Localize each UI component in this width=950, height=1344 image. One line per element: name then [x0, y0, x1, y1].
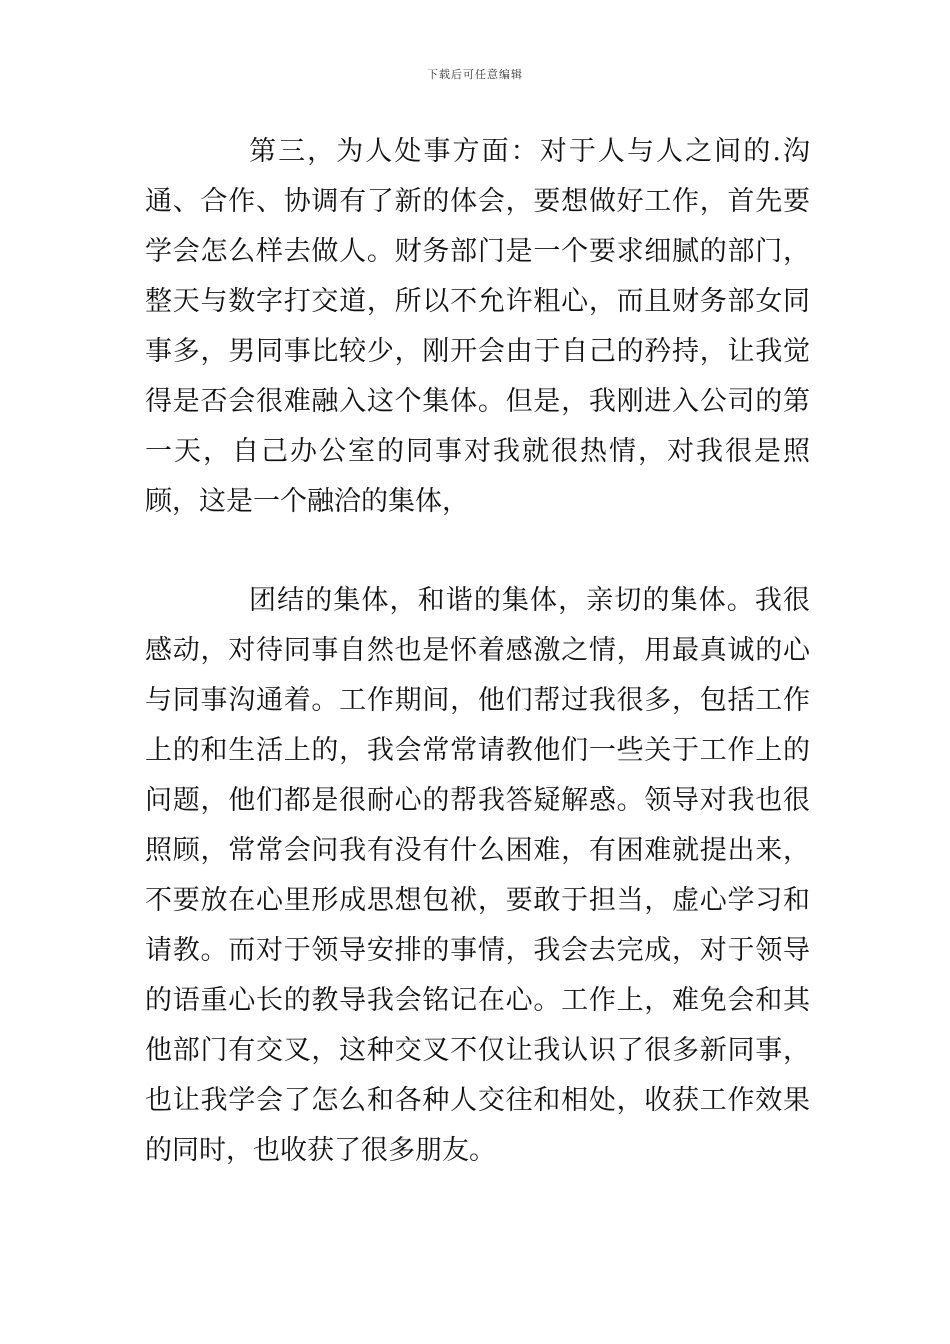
paragraph-2: 团结的集体，和谐的集体，亲切的集体。我很感动，对待同事自然也是怀着感激之情，用最真诚的心与同事沟通着。工作期间，他们帮过我很多，包括工作上的和生活上的，我会常常请教他们一些关于工作上的问题，他们都是很耐心的帮我答疑解惑。领导对我也很照顾，常常会问我有没有什么困难，有困难就提出来，不要放在心里形成思想包袱，要敢于担当，虚心学习和请教。而对于领导安排的事情，我会去完成，对于领导的语重心长的教导我会铭记在心。工作上，难免会和其他部门有交叉，这种交叉不仅让我认识了很多新同事，也让我学会了怎么和各种人交往和相处，收获工作效果的同时，也收获了很多朋友。	[145, 585, 810, 1166]
paragraph-1: 第三，为人处事方面：对于人与人之间的.沟通、合作、协调有了新的体会，要想做好工作，首先要学会怎么样去做人。财务部门是一个要求细腻的部门，整天与数字打交道，所以不允许粗心，而且财务部女同事多，男同事比较少，刚开会由于自己的矜持，让我觉得是否会很难融入这个集体。但是，我刚进入公司的第一天，自己办公室的同事对我就很热情，对我很是照顾，这是一个融洽的集体，	[145, 136, 810, 517]
header-note: 下载后可任意编辑	[427, 68, 523, 81]
